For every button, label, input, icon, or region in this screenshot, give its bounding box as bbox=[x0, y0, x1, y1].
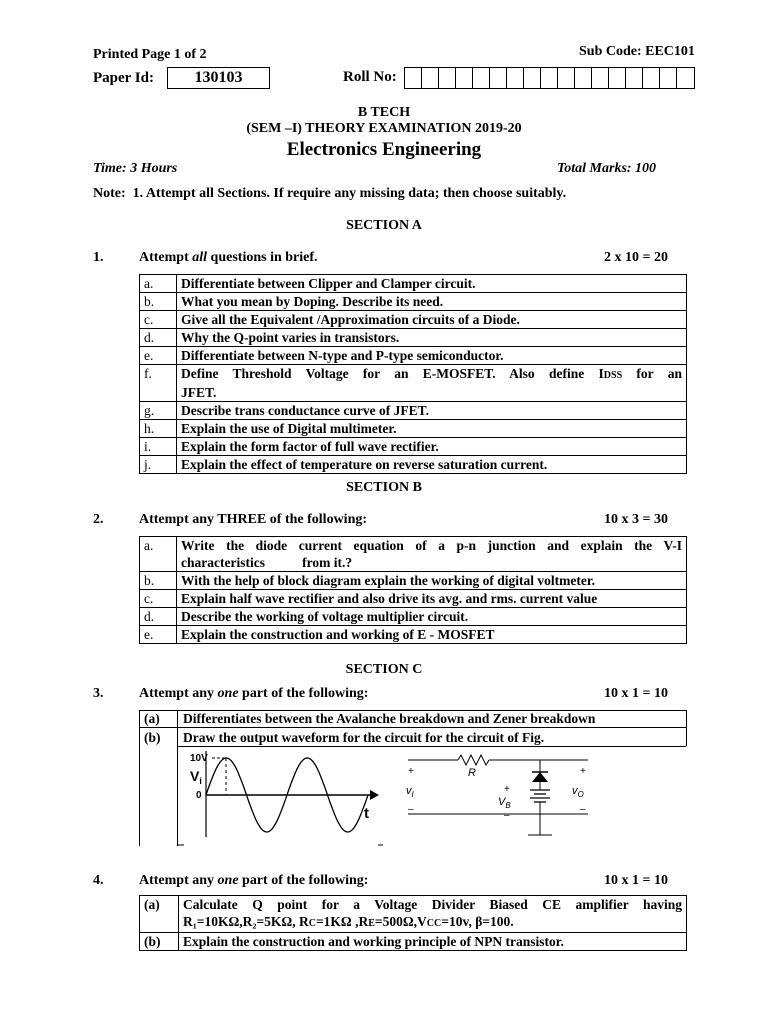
roll-digit-box bbox=[575, 68, 592, 88]
paper-id-box bbox=[167, 67, 270, 89]
resistor-label: R bbox=[468, 767, 476, 779]
vb-label: $V_B$ bbox=[498, 796, 511, 810]
vi-label: $v_I$ bbox=[406, 785, 414, 799]
table-row: b. With the help of block diagram explain the working of digital voltmeter. bbox=[140, 572, 687, 590]
q2-number: 2. bbox=[93, 512, 104, 527]
q4-instruction: Attempt any one part of the following: bbox=[139, 873, 369, 888]
roll-digit-box bbox=[473, 68, 490, 88]
roll-digit-box bbox=[456, 68, 473, 88]
paper-id-label: Paper Id: bbox=[93, 70, 154, 86]
vb-minus: – bbox=[504, 810, 510, 821]
roll-digit-box bbox=[422, 68, 439, 88]
note: Note: 1. Attempt all Sections. If require any missing data; then choose suitably. bbox=[93, 186, 567, 201]
q2-marks: 10 x 3 = 30 bbox=[604, 512, 668, 527]
q4-number: 4. bbox=[93, 873, 104, 888]
roll-digit-box bbox=[524, 68, 541, 88]
wave-vi-label: $V_i$ bbox=[190, 768, 202, 786]
clipper-circuit-figure bbox=[398, 750, 608, 850]
q1-marks: 2 x 10 = 20 bbox=[604, 250, 668, 265]
semester: (SEM –I) THEORY EXAMINATION 2019-20 bbox=[246, 121, 522, 136]
table-row: c. Give all the Equivalent /Approximation circuits of a Diode. bbox=[140, 311, 687, 329]
table-row: a. Write the diode current equation of a p-n junction and explain the V-I characteristics from it.? bbox=[140, 537, 687, 572]
q3-a-text: Differentiates between the Avalanche breakdown and Zener breakdown bbox=[183, 711, 596, 726]
roll-digit-box bbox=[592, 68, 609, 88]
section-b-title: SECTION B bbox=[346, 480, 422, 495]
q3-b-text: Draw the output waveform for the circuit for the circuit of Fig. bbox=[183, 730, 545, 745]
table-row: d. Describe the working of voltage multiplier circuit. bbox=[140, 608, 687, 626]
subject-title: Electronics Engineering bbox=[286, 139, 482, 160]
table-row: (b) Explain the construction and working principle of NPN transistor. bbox=[140, 933, 687, 951]
vi-minus: – bbox=[408, 804, 414, 815]
roll-digit-box bbox=[626, 68, 643, 88]
vb-plus: + bbox=[504, 784, 510, 795]
table-row: d. Why the Q-point varies in transistors. bbox=[140, 329, 687, 347]
table-row: (a) Calculate Q point for a Voltage Divider Biased CE amplifier having R₁=10KΩ,R₂=5KΩ, RC=1KΩ ,RE=500Ω,VCC=10v, β=100. bbox=[140, 896, 687, 933]
q4-table bbox=[139, 895, 687, 951]
q4-marks: 10 x 1 = 10 bbox=[604, 873, 668, 888]
section-c-title: SECTION C bbox=[345, 662, 423, 677]
roll-digit-box bbox=[541, 68, 558, 88]
table-row: c. Explain half wave rectifier and also drive its avg. and rms. current value bbox=[140, 590, 687, 608]
sub-code: Sub Code: EEC101 bbox=[579, 44, 695, 59]
roll-digit-box bbox=[609, 68, 626, 88]
roll-digit-box bbox=[558, 68, 575, 88]
q3-a-label: (a) bbox=[144, 711, 160, 726]
wave-zero-label: 0 bbox=[196, 790, 202, 801]
q2-instruction: Attempt any THREE of the following: bbox=[139, 512, 368, 527]
q1-instruction: Attempt all questions in brief. bbox=[139, 250, 318, 265]
vo-minus: – bbox=[580, 804, 586, 815]
vo-label: $v_O$ bbox=[572, 785, 584, 799]
exam-time: Time: 3 Hours bbox=[93, 161, 178, 176]
roll-digit-box bbox=[677, 68, 694, 88]
q1-number: 1. bbox=[93, 250, 104, 265]
wave-t-label: t bbox=[364, 805, 369, 822]
table-row: h. Explain the use of Digital multimeter. bbox=[140, 420, 687, 438]
roll-digit-box bbox=[643, 68, 660, 88]
q3-instruction: Attempt any one part of the following: bbox=[139, 686, 369, 701]
wave-peak-label: 10V bbox=[190, 753, 208, 764]
table-row: e. Differentiate between N-type and P-type semiconductor. bbox=[140, 347, 687, 365]
resistor-icon bbox=[458, 755, 489, 765]
section-a-table bbox=[139, 274, 687, 474]
q3-right-border bbox=[686, 728, 687, 746]
table-row: e. Explain the construction and working of E - MOSFET bbox=[140, 626, 687, 644]
paper-id: 130103 bbox=[194, 69, 243, 86]
roll-no-label: Roll No: bbox=[343, 69, 397, 85]
section-b-table bbox=[139, 536, 687, 644]
section-a-title: SECTION A bbox=[346, 218, 422, 233]
x-axis-arrow bbox=[370, 790, 379, 800]
vi-plus: + bbox=[408, 766, 414, 777]
table-row: f. Define Threshold Voltage for an E-MOSFET. Also define IDSS for an JFET. bbox=[140, 365, 687, 402]
roll-digit-box bbox=[439, 68, 456, 88]
roll-digit-box bbox=[660, 68, 677, 88]
course: B TECH bbox=[357, 105, 411, 120]
table-row: g. Describe trans conductance curve of JFET. bbox=[140, 402, 687, 420]
diode-icon bbox=[532, 772, 548, 782]
total-marks: Total Marks: 100 bbox=[557, 161, 657, 176]
table-row: b. What you mean by Doping. Describe its need. bbox=[140, 293, 687, 311]
printed-page: Printed Page 1 of 2 bbox=[93, 47, 207, 62]
q3-b-label: (b) bbox=[144, 730, 161, 745]
roll-digit-box bbox=[507, 68, 524, 88]
vo-plus: + bbox=[580, 766, 586, 777]
q3-left-border bbox=[139, 728, 140, 846]
roll-no-boxes bbox=[404, 67, 695, 89]
q3-number: 3. bbox=[93, 686, 104, 701]
roll-digit-box bbox=[405, 68, 422, 88]
table-row: j. Explain the effect of temperature on reverse saturation current. bbox=[140, 456, 687, 474]
input-waveform-figure bbox=[178, 747, 388, 847]
table-row: a. Differentiate between Clipper and Clamper circuit. bbox=[140, 275, 687, 293]
table-row: i. Explain the form factor of full wave rectifier. bbox=[140, 438, 687, 456]
roll-digit-box bbox=[490, 68, 507, 88]
q3-marks: 10 x 1 = 10 bbox=[604, 686, 668, 701]
